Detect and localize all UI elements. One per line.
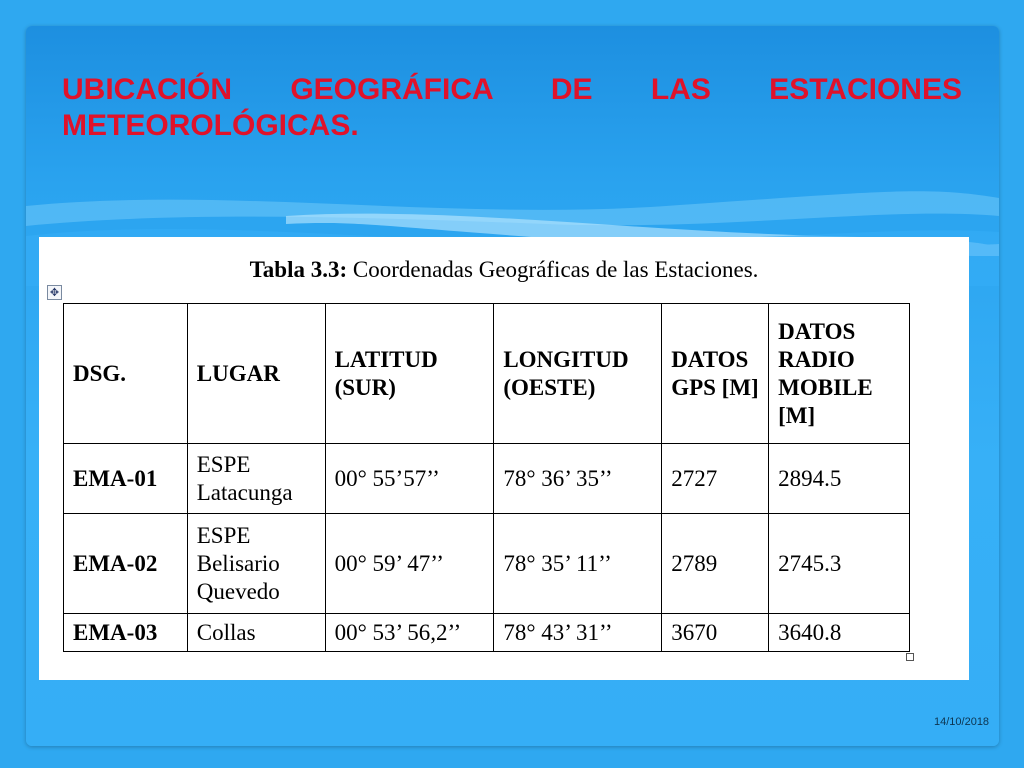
move-icon[interactable]: ✥ xyxy=(47,285,62,300)
cell-longitud: 78° 43’ 31’’ xyxy=(494,614,662,652)
cell-lugar: ESPE Latacunga xyxy=(187,444,325,514)
header-dsg: DSG. xyxy=(64,304,188,444)
table-caption xyxy=(39,257,969,283)
table-row xyxy=(64,514,910,614)
header-datos-gps: DATOS GPS [M] xyxy=(662,304,769,444)
header-lugar: LUGAR xyxy=(187,304,325,444)
cell-longitud: 78° 35’ 11’’ xyxy=(494,514,662,614)
cell-latitud: 00° 55’57’’ xyxy=(325,444,494,514)
cell-longitud: 78° 36’ 35’’ xyxy=(494,444,662,514)
cell-latitud: 00° 59’ 47’’ xyxy=(325,514,494,614)
header-latitud: LATITUD (SUR) xyxy=(325,304,494,444)
cell-datos-gps: 3670 xyxy=(662,614,769,652)
cell-latitud: 00° 53’ 56,2’’ xyxy=(325,614,494,652)
cell-lugar: Collas xyxy=(187,614,325,652)
coordinates-table xyxy=(63,303,910,652)
resize-handle-icon[interactable] xyxy=(906,653,914,661)
cell-dsg: EMA-03 xyxy=(64,614,188,652)
cell-datos-radio-mobile: 2894.5 xyxy=(769,444,910,514)
header-longitud: LONGITUD (OESTE) xyxy=(494,304,662,444)
header-datos-radio-mobile: DATOS RADIO MOBILE [M] xyxy=(769,304,910,444)
table-row xyxy=(64,614,910,652)
cell-datos-gps: 2789 xyxy=(662,514,769,614)
table-row xyxy=(64,444,910,514)
cell-datos-gps: 2727 xyxy=(662,444,769,514)
cell-lugar: ESPE Belisario Quevedo xyxy=(187,514,325,614)
caption-text: Coordenadas Geográficas de las Estaciones. xyxy=(347,257,759,282)
cell-datos-radio-mobile: 3640.8 xyxy=(769,614,910,652)
caption-label: Tabla 3.3: xyxy=(249,257,348,282)
cell-datos-radio-mobile: 2745.3 xyxy=(769,514,910,614)
table-header-row xyxy=(64,304,910,444)
cell-dsg: EMA-01 xyxy=(64,444,188,514)
cell-dsg: EMA-02 xyxy=(64,514,188,614)
slide-title: UBICACIÓN GEOGRÁFICA DE LAS ESTACIONES METEOROLÓGICAS. xyxy=(62,73,962,142)
table-image xyxy=(39,237,969,680)
slide-date: 14/10/2018 xyxy=(934,716,990,728)
